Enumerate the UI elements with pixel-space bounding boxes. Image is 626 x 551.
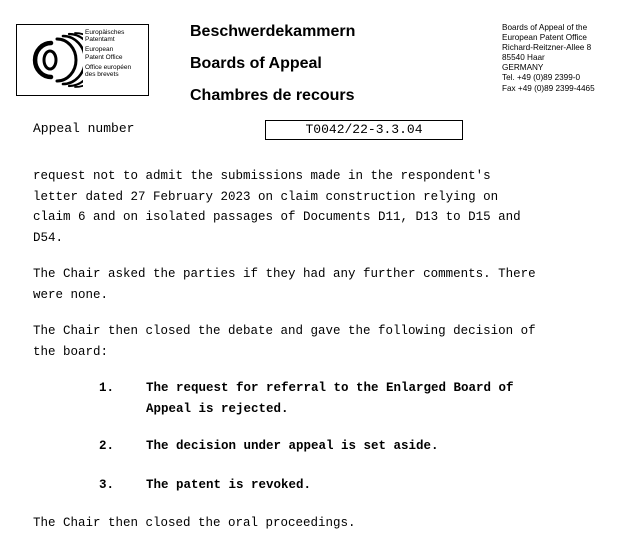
title-german: Beschwerdekammern (190, 23, 356, 40)
office-address: Boards of Appeal of the European Patent Office Richard-Reitzner-Allee 8 85540 Haar GERMANY Tel. +49 (0)89 2399-0 Fax +49 (0)89 2399-4465 (502, 23, 622, 94)
logo-wordmark: Europäisches Patentamt European Patent Office Office européen des brevets (85, 29, 132, 79)
decision-item: The request for referral to the Enlarged Board of Appeal is rejected. (146, 381, 514, 416)
paragraph-debate-closed: The Chair then closed the debate and gave the following decision of the board: (33, 324, 536, 359)
decision-number: 2. (99, 439, 115, 453)
appeal-number-value: T0042/22-3.3.04 (265, 120, 463, 140)
title-french: Chambres de recours (190, 87, 355, 104)
paragraph-request: request not to admit the submissions made in the respondent's letter dated 27 February 2023 on claim construction relying on claim 6 and on isolated passages of Documents D11, D13 to D15 and D54. (33, 169, 521, 245)
epo-logo (16, 24, 149, 96)
paragraph-closing: The Chair then closed the oral proceedings. (33, 516, 356, 530)
fax-number: Fax +49 (0)89 2399-4465 (502, 83, 595, 93)
appeal-number-label: Appeal number (33, 121, 135, 136)
epo-emblem-icon (21, 29, 83, 91)
decision-number: 1. (99, 381, 115, 395)
title-english: Boards of Appeal (190, 55, 322, 72)
phone-number: Tel. +49 (0)89 2399-0 (502, 73, 581, 83)
decision-number: 3. (99, 478, 115, 492)
paragraph-comments: The Chair asked the parties if they had any further comments. There were none. (33, 267, 536, 302)
decision-item: The decision under appeal is set aside. (146, 439, 439, 453)
decision-item: The patent is revoked. (146, 478, 312, 492)
